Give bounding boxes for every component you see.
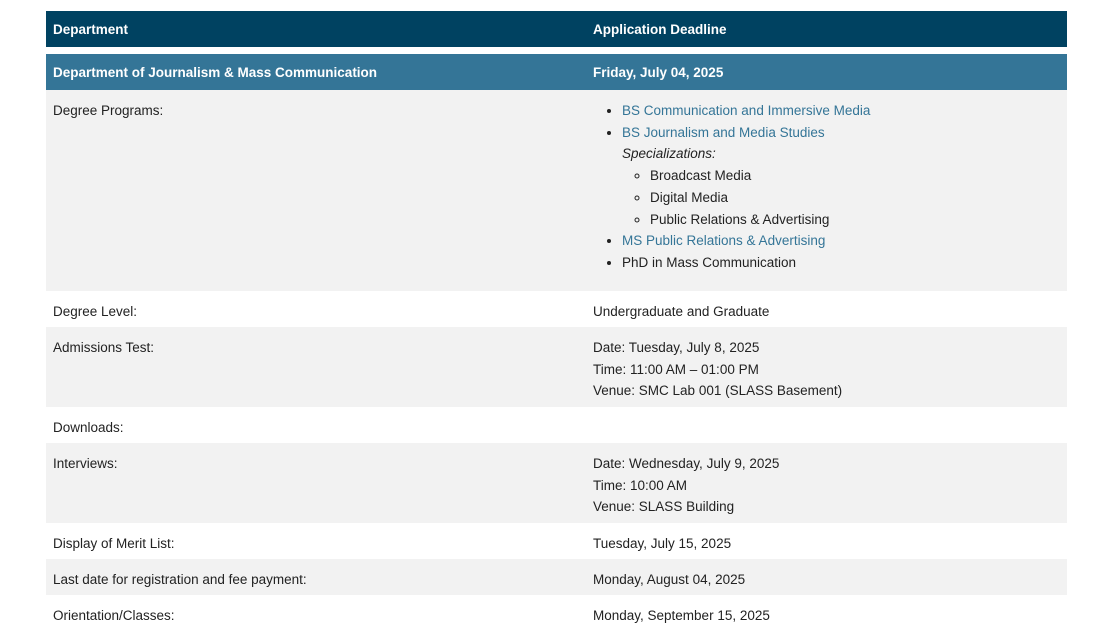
orientation-label: Orientation/Classes: — [53, 608, 175, 623]
interviews-details — [585, 453, 1067, 523]
merit-list-label: Display of Merit List: — [53, 536, 175, 551]
list-item — [622, 230, 1067, 252]
table-row-merit-list — [46, 523, 1067, 559]
degree-level-value: Undergraduate and Graduate — [593, 304, 770, 319]
degree-programs-label: Degree Programs: — [53, 103, 164, 118]
department-name: Department of Journalism & Mass Communication — [53, 64, 378, 80]
degree-level-label: Degree Level: — [53, 304, 138, 319]
table-header-row — [46, 11, 1067, 47]
table-row-admissions-test — [46, 327, 1067, 407]
list-item — [622, 122, 1067, 231]
header-application-deadline: Application Deadline — [593, 21, 727, 37]
interviews-date: Date: Wednesday, July 9, 2025 — [593, 456, 780, 471]
table-row-orientation — [46, 595, 1067, 631]
table-row-interviews — [46, 443, 1067, 523]
list-item — [622, 100, 1067, 122]
registration-value: Monday, August 04, 2025 — [593, 572, 746, 587]
downloads-value — [585, 417, 1067, 443]
list-item: ◦ Digital Media — [650, 187, 1067, 209]
department-deadline: Friday, July 04, 2025 — [593, 64, 724, 80]
table-row-downloads — [46, 407, 1067, 443]
admissions-test-time: Time: 11:00 AM – 01:00 PM — [593, 361, 759, 377]
interviews-venue: Venue: SLASS Building — [593, 499, 735, 514]
list-item: ◦ Broadcast Media — [650, 165, 1067, 187]
merit-list-value: Tuesday, July 15, 2025 — [593, 536, 732, 551]
program-link-bs-communication-immersive-media[interactable]: BS Communication and Immersive Media — [622, 103, 871, 118]
list-item: • PhD in Mass Communication — [622, 252, 1067, 274]
table-row-degree-level — [46, 291, 1067, 327]
program-link-ms-public-relations-advertising[interactable]: MS Public Relations & Advertising — [622, 233, 826, 249]
department-row — [46, 54, 1067, 90]
orientation-value: Monday, September 15, 2025 — [593, 608, 770, 623]
downloads-label: Downloads: — [53, 420, 124, 435]
admissions-test-label: Admissions Test: — [53, 340, 155, 355]
degree-programs-list — [593, 100, 1067, 274]
table-row-degree-programs — [46, 90, 1067, 291]
admissions-table — [46, 11, 1067, 631]
admissions-test-venue: Venue: SMC Lab 001 (SLASS Basement) — [593, 383, 843, 398]
admissions-test-details — [585, 337, 1067, 407]
table-row-registration — [46, 559, 1067, 595]
header-department: Department — [53, 21, 129, 37]
program-link-bs-journalism-media-studies[interactable]: BS Journalism and Media Studies — [622, 124, 825, 140]
degree-programs-list-cell — [585, 100, 1067, 291]
interviews-label: Interviews: — [53, 456, 118, 471]
admissions-test-date: Date: Tuesday, July 8, 2025 — [593, 340, 760, 355]
registration-label: Last date for registration and fee payment: — [53, 572, 307, 587]
specializations-list — [622, 165, 1067, 230]
list-item: ◦ Public Relations & Advertising — [650, 209, 1067, 231]
interviews-time: Time: 10:00 AM — [593, 477, 688, 493]
specializations-label: Specializations: — [622, 146, 716, 162]
